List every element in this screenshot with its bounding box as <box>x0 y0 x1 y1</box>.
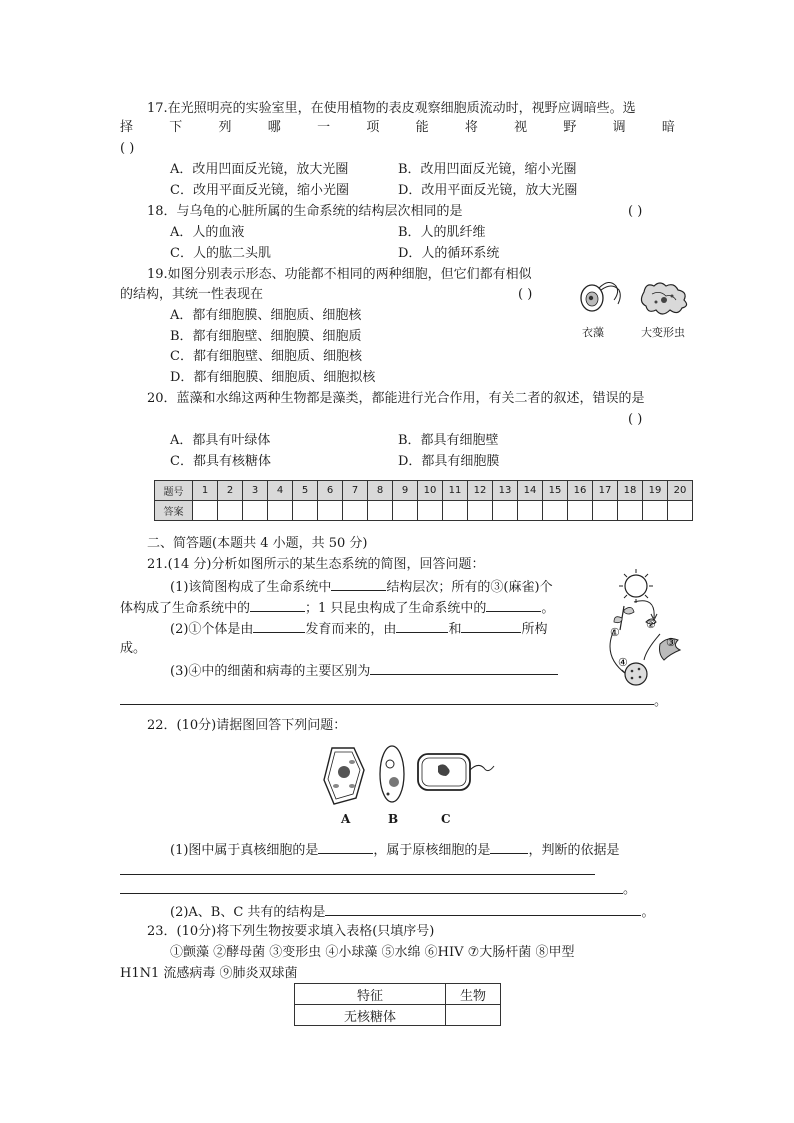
q19-option-b: B．都有细胞壁、细胞膜、细胞质 <box>170 329 362 344</box>
q19-stem-line1: 19.如图分别表示形态、功能都不相同的两种细胞，但它们都有相似 <box>147 267 532 282</box>
answer-cell[interactable] <box>368 501 393 521</box>
answer-table-number: 19 <box>643 481 668 501</box>
answer-cell[interactable] <box>218 501 243 521</box>
q17-stem-char: 下 <box>169 120 183 135</box>
amoeba-illustration <box>641 283 686 314</box>
q21-part1-text-d: ；1 只昆虫构成了生命系统中的 <box>305 601 487 616</box>
answer-cell[interactable] <box>293 501 318 521</box>
answer-table-number: 6 <box>318 481 343 501</box>
answer-table-number: 12 <box>468 481 493 501</box>
q21-blank-5[interactable] <box>396 619 448 633</box>
q17-stem-char: 调 <box>612 120 626 135</box>
q21-part2-text-c: 和 <box>448 622 462 637</box>
cell-label-b: B <box>388 812 399 826</box>
q21-blank-3[interactable] <box>486 598 541 612</box>
answer-table-number: 7 <box>343 481 368 501</box>
answer-cell[interactable] <box>518 501 543 521</box>
q21-part2-line1 <box>170 619 547 638</box>
section-title: 二、简答题(本题共 4 小题，共 50 分) <box>147 536 368 551</box>
q19-cells-figure <box>574 274 694 324</box>
answer-table-number-label: 题号 <box>155 481 193 501</box>
q17-stem-char: 暗 <box>661 120 675 135</box>
answer-cell[interactable] <box>193 501 218 521</box>
answer-cell[interactable] <box>468 501 493 521</box>
q17-option-d: D．改用平面反光镜，放大光圈 <box>398 183 578 198</box>
q21-part3-line1 <box>170 661 558 680</box>
q21-answer-line[interactable] <box>120 704 654 705</box>
q18-stem: 18．与乌龟的心脏所属的生命系统的结构层次相同的是 <box>147 204 463 219</box>
answer-table-number: 1 <box>193 481 218 501</box>
answer-table-number-row <box>155 481 693 501</box>
q17-option-b: B．改用凹面反光镜，缩小光圈 <box>398 162 577 177</box>
q21-part2-text-d: 所构 <box>521 622 548 637</box>
q22-end-mark: 。 <box>623 882 637 897</box>
q21-ecosystem-figure <box>594 566 690 690</box>
plant-cell-illustration <box>324 748 364 804</box>
q22-blank-1[interactable] <box>318 840 373 854</box>
ecosystem-mark-2: ② <box>646 618 656 631</box>
q21-part1-line2 <box>120 598 554 617</box>
q21-part1-text-e: 。 <box>541 601 555 616</box>
answer-table-number: 5 <box>293 481 318 501</box>
q17-stem-line2 <box>120 119 675 136</box>
answer-table-number: 15 <box>543 481 568 501</box>
q22-part2-text: (2)A、B、C 共有的结构是 <box>170 905 326 920</box>
q19-answer-paren: ( ) <box>518 287 533 302</box>
q19-option-a: A．都有细胞膜、细胞质、细胞核 <box>170 308 362 323</box>
answer-cell[interactable] <box>243 501 268 521</box>
q21-part2-line2: 成。 <box>120 641 147 656</box>
q22-part1-text-c: ，判断的依据是 <box>528 843 620 858</box>
answer-cell[interactable] <box>493 501 518 521</box>
answer-table <box>154 480 693 521</box>
q18-answer-paren: ( ) <box>628 204 643 219</box>
bacterial-cell-illustration <box>418 754 494 790</box>
cell-label-c: C <box>441 812 451 826</box>
answer-cell[interactable] <box>643 501 668 521</box>
q20-option-a: A．都具有叶绿体 <box>170 433 271 448</box>
q23-organism-list-line2: H1N1 流感病毒 ⑨肺炎双球菌 <box>120 966 298 981</box>
q22-part1-line1 <box>170 840 619 859</box>
q18-option-d: D．人的循环系统 <box>398 246 500 261</box>
q20-option-b: B．都具有细胞壁 <box>398 433 499 448</box>
q17-stem-char: 一 <box>317 120 331 135</box>
q20-option-c: C．都具有核糖体 <box>170 454 271 469</box>
amoeba-label: 大变形虫 <box>641 326 685 339</box>
q17-option-a: A．改用凹面反光镜，放大光圈 <box>170 162 349 177</box>
q20-stem: 20．蓝藻和水绵这两种生物都是藻类，都能进行光合作用，有关二者的叙述，错误的是 <box>147 391 645 406</box>
q17-stem-char: 野 <box>563 120 577 135</box>
answer-cell[interactable] <box>668 501 693 521</box>
answer-table-answer-row <box>155 501 693 521</box>
answer-cell[interactable] <box>568 501 593 521</box>
q23-feature-table <box>294 983 501 1026</box>
q23-table-header-row <box>295 984 501 1005</box>
answer-cell[interactable] <box>443 501 468 521</box>
q23-table-feature-cell: 无核糖体 <box>295 1005 446 1026</box>
q21-part1-text-c: 体构成了生命系统中的 <box>120 601 251 616</box>
answer-table-number: 18 <box>618 481 643 501</box>
answer-table-number: 14 <box>518 481 543 501</box>
q23-table-header-feature: 特征 <box>295 984 446 1005</box>
q17-stem-char: 哪 <box>267 120 281 135</box>
answer-table-number: 16 <box>568 481 593 501</box>
answer-cell[interactable] <box>618 501 643 521</box>
q21-end-mark: 。 <box>654 694 668 709</box>
answer-table-answer-label: 答案 <box>155 501 193 521</box>
chlamydomonas-label: 衣藻 <box>582 326 604 339</box>
q17-stem-char: 项 <box>366 120 380 135</box>
answer-cell[interactable] <box>593 501 618 521</box>
answer-table-number: 11 <box>443 481 468 501</box>
answer-cell[interactable] <box>393 501 418 521</box>
q23-table-header-organism: 生物 <box>446 984 501 1005</box>
q21-stem: 21.(14 分)分析如图所示的某生态系统的简图，回答问题： <box>147 557 485 572</box>
q22-blank-2[interactable] <box>490 840 528 854</box>
q17-answer-paren: ( ) <box>120 141 135 156</box>
q17-option-c: C．改用平面反光镜，缩小光圈 <box>170 183 349 198</box>
q21-part2-text-a: (2)①个体是由 <box>170 622 254 637</box>
answer-table-number: 8 <box>368 481 393 501</box>
q22-cells-figure <box>318 742 498 810</box>
q19-option-c: C．都有细胞壁、细胞质、细胞核 <box>170 349 362 364</box>
ecosystem-mark-4: ④ <box>618 656 628 669</box>
q18-option-b: B．人的肌纤维 <box>398 225 486 240</box>
ecosystem-mark-1: ① <box>610 626 620 639</box>
q22-end-mark-2: 。 <box>641 905 655 920</box>
answer-table-number: 10 <box>418 481 443 501</box>
cell-label-a: A <box>341 812 351 826</box>
q21-part2-text-b: 发育而来的，由 <box>305 622 397 637</box>
answer-cell[interactable] <box>318 501 343 521</box>
q23-stem: 23．(10分)将下列生物按要求填入表格(只填序号) <box>147 924 435 939</box>
q21-blank-4[interactable] <box>253 619 305 633</box>
q21-blank-7[interactable] <box>370 661 558 675</box>
answer-cell[interactable] <box>343 501 368 521</box>
answer-cell[interactable] <box>268 501 293 521</box>
answer-cell[interactable] <box>418 501 443 521</box>
q23-table-row <box>295 1005 501 1026</box>
answer-table-number: 9 <box>393 481 418 501</box>
q17-stem-char: 择 <box>120 120 134 135</box>
q17-stem-char: 列 <box>218 120 232 135</box>
sun-icon <box>619 569 653 603</box>
answer-table-number: 2 <box>218 481 243 501</box>
microbe-icon <box>625 663 647 685</box>
q21-blank-2[interactable] <box>250 598 305 612</box>
q21-part1-line1 <box>170 577 553 596</box>
ecosystem-mark-3: ③ <box>666 636 676 649</box>
animal-cell-illustration <box>380 746 404 802</box>
q21-part1-text-a: (1)该简图构成了生命系统中 <box>170 580 332 595</box>
q18-option-a: A．人的血液 <box>170 225 245 240</box>
q17-stem-char: 将 <box>464 120 478 135</box>
q17-stem-line1: 17.在光照明亮的实验室里，在使用植物的表皮观察细胞质流动时，视野应调暗些。选 <box>147 101 636 116</box>
q19-stem-line2: 的结构，其统一性表现在 <box>120 287 264 302</box>
q21-part3-text: (3)④中的细菌和病毒的主要区别为 <box>170 664 371 679</box>
answer-table-number: 4 <box>268 481 293 501</box>
q22-part1-text-a: (1)图中属于真核细胞的是 <box>170 843 319 858</box>
q17-stem-char: 视 <box>514 120 528 135</box>
q22-answer-line-1[interactable] <box>120 874 595 875</box>
answer-table-number: 13 <box>493 481 518 501</box>
q18-option-c: C．人的肱二头肌 <box>170 246 271 261</box>
q23-organism-list-line1: ①颤藻 ②酵母菌 ③变形虫 ④小球藻 ⑤水绵 ⑥HIV ⑦大肠杆菌 ⑧甲型 <box>170 945 575 960</box>
q22-part1-text-b: ，属于原核细胞的是 <box>373 843 491 858</box>
answer-table-number: 17 <box>593 481 618 501</box>
answer-cell[interactable] <box>543 501 568 521</box>
chlamydomonas-illustration <box>581 282 620 311</box>
q21-part1-text-b: 结构层次；所有的③(麻雀)个 <box>386 580 553 595</box>
q21-blank-6[interactable] <box>461 619 521 633</box>
answer-table-number: 3 <box>243 481 268 501</box>
q20-option-d: D．都具有细胞膜 <box>398 454 500 469</box>
q22-answer-line-2[interactable] <box>120 893 623 894</box>
q23-table-answer-cell[interactable] <box>446 1005 501 1026</box>
q22-stem: 22．(10分)请据图回答下列问题： <box>147 718 347 733</box>
q20-answer-paren: ( ) <box>628 412 643 427</box>
q21-blank-1[interactable] <box>331 577 386 591</box>
q22-part2-line <box>170 902 654 921</box>
q19-option-d: D．都有细胞膜、细胞质、细胞拟核 <box>170 370 376 385</box>
answer-table-number: 20 <box>668 481 693 501</box>
q17-stem-char: 能 <box>415 120 429 135</box>
q22-blank-3[interactable] <box>325 902 641 916</box>
